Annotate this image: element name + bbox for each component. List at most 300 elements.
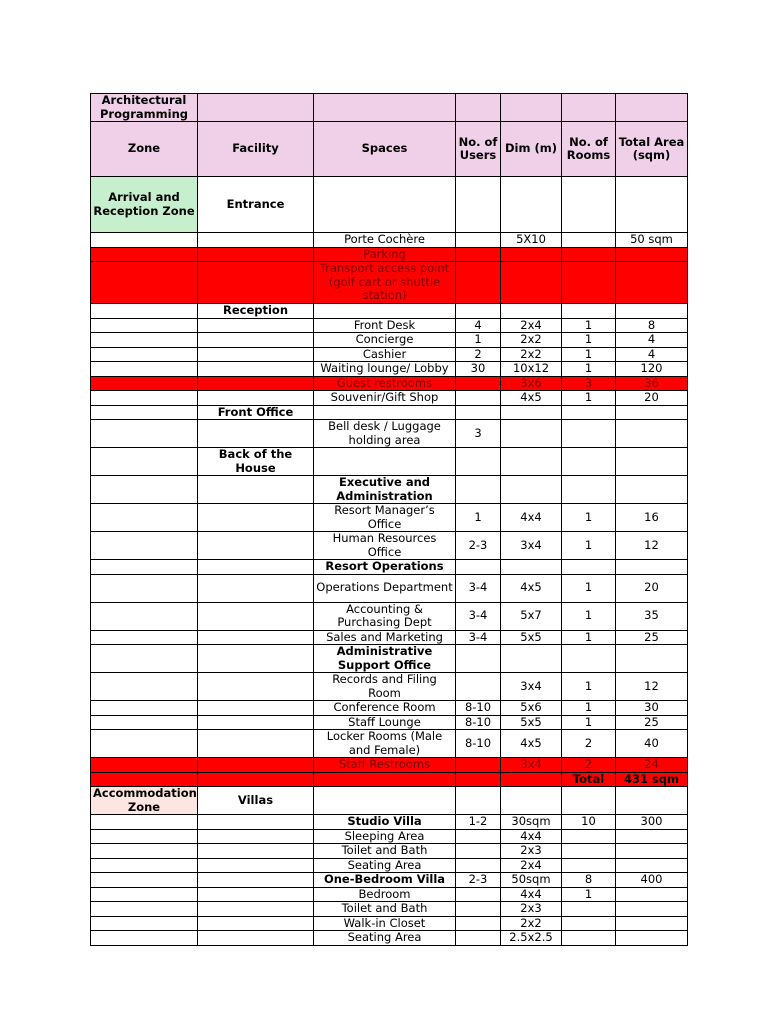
zone-cell: [91, 362, 198, 377]
space-cell: Bell desk / Luggage holding area: [314, 420, 456, 448]
header-row: [91, 122, 688, 177]
rooms-cell: [562, 858, 616, 873]
col-header-rooms: No. of Rooms: [562, 122, 616, 177]
facility-cell: [198, 730, 314, 758]
col-header-dim: Dim (m): [501, 122, 562, 177]
zone-cell: [91, 391, 198, 406]
table-row: [91, 177, 688, 233]
zone-cell: [91, 574, 198, 602]
users-cell: [456, 304, 501, 319]
dim-cell: [501, 262, 562, 304]
table-row: [91, 391, 688, 406]
dim-cell: 4x4: [501, 829, 562, 844]
space-cell: Accounting & Purchasing Dept: [314, 602, 456, 630]
space-cell: [314, 448, 456, 476]
zone-cell: [91, 829, 198, 844]
users-cell: [456, 560, 501, 575]
rooms-cell: 1: [562, 602, 616, 630]
dim-cell: 3x6: [501, 376, 562, 391]
area-cell: 8: [616, 318, 688, 333]
rooms-cell: 1: [562, 887, 616, 902]
facility-cell: [198, 844, 314, 859]
facility-cell: Villas: [198, 787, 314, 815]
table-row: [91, 602, 688, 630]
zone-cell: [91, 887, 198, 902]
rooms-cell: [562, 931, 616, 946]
zone-cell: [91, 532, 198, 560]
table-row: [91, 233, 688, 248]
rooms-cell: 1: [562, 701, 616, 716]
col-header-area: Total Area (sqm): [616, 122, 688, 177]
dim-cell: 2.5x2.5: [501, 931, 562, 946]
space-cell: Toilet and Bath: [314, 844, 456, 859]
table-row: [91, 476, 688, 504]
space-cell: Cashier: [314, 347, 456, 362]
table-body: [91, 94, 688, 946]
rooms-cell: 10: [562, 815, 616, 830]
space-cell: Resort Manager’s Office: [314, 504, 456, 532]
rooms-cell: 1: [562, 504, 616, 532]
space-cell: Souvenir/Gift Shop: [314, 391, 456, 406]
table-row: [91, 902, 688, 917]
space-cell: [314, 772, 456, 787]
dim-cell: 4x4: [501, 504, 562, 532]
dim-cell: 2x3: [501, 844, 562, 859]
users-cell: [456, 247, 501, 262]
rooms-cell: [562, 916, 616, 931]
rooms-cell: 1: [562, 574, 616, 602]
rooms-cell: [562, 304, 616, 319]
zone-cell: [91, 730, 198, 758]
table-row: [91, 815, 688, 830]
table-row: [91, 318, 688, 333]
zone-cell: [91, 916, 198, 931]
dim-cell: [501, 787, 562, 815]
col-header-zone: Zone: [91, 122, 198, 177]
rooms-cell: [562, 177, 616, 233]
area-cell: [616, 448, 688, 476]
table-row: [91, 405, 688, 420]
users-cell: 3: [456, 420, 501, 448]
users-cell: 4: [456, 318, 501, 333]
rooms-cell: [562, 787, 616, 815]
facility-cell: [198, 815, 314, 830]
space-cell: Operations Department: [314, 574, 456, 602]
zone-cell: [91, 715, 198, 730]
dim-cell: 3x4: [501, 673, 562, 701]
users-cell: [456, 772, 501, 787]
table-row: [91, 873, 688, 888]
table-row: [91, 448, 688, 476]
facility-cell: [198, 362, 314, 377]
rooms-cell: 3: [562, 376, 616, 391]
space-cell: Staff Restrooms: [314, 758, 456, 773]
users-cell: 3-4: [456, 602, 501, 630]
users-cell: [456, 376, 501, 391]
facility-cell: [198, 247, 314, 262]
facility-cell: [198, 347, 314, 362]
rooms-cell: 2: [562, 758, 616, 773]
zone-cell: [91, 844, 198, 859]
table-row: [91, 247, 688, 262]
users-cell: [456, 902, 501, 917]
table-row: [91, 504, 688, 532]
rooms-cell: [562, 247, 616, 262]
users-cell: [456, 262, 501, 304]
users-cell: [456, 787, 501, 815]
zone-cell: [91, 476, 198, 504]
dim-cell: [501, 560, 562, 575]
users-cell: [456, 931, 501, 946]
area-cell: [616, 247, 688, 262]
facility-cell: [198, 602, 314, 630]
zone-cell: [91, 645, 198, 673]
area-cell: 24: [616, 758, 688, 773]
facility-cell: [198, 772, 314, 787]
facility-cell: [198, 233, 314, 248]
table-row: [91, 304, 688, 319]
space-cell: Transport access point (golf cart or shuttle station): [314, 262, 456, 304]
rooms-cell: [562, 476, 616, 504]
dim-cell: 2x2: [501, 333, 562, 348]
rooms-cell: 1: [562, 362, 616, 377]
zone-cell: [91, 233, 198, 248]
area-cell: 25: [616, 630, 688, 645]
area-cell: [616, 844, 688, 859]
zone-cell: [91, 560, 198, 575]
rooms-cell: [562, 844, 616, 859]
rooms-cell: 1: [562, 391, 616, 406]
zone-cell: [91, 815, 198, 830]
area-cell: [616, 476, 688, 504]
col-header-users: No. of Users: [456, 122, 501, 177]
users-cell: 1-2: [456, 815, 501, 830]
space-cell: Seating Area: [314, 931, 456, 946]
space-cell: [314, 304, 456, 319]
rooms-cell: [562, 233, 616, 248]
table-row: [91, 829, 688, 844]
table-row: [91, 262, 688, 304]
area-cell: [616, 420, 688, 448]
users-cell: [456, 887, 501, 902]
area-cell: 30: [616, 701, 688, 716]
area-cell: 20: [616, 391, 688, 406]
space-cell: [314, 787, 456, 815]
facility-cell: [198, 701, 314, 716]
space-cell: Parking: [314, 247, 456, 262]
area-cell: [616, 262, 688, 304]
space-cell: Locker Rooms (Male and Female): [314, 730, 456, 758]
space-cell: Walk-in Closet: [314, 916, 456, 931]
space-cell: Toilet and Bath: [314, 902, 456, 917]
zone-cell: Arrival and Reception Zone: [91, 177, 198, 233]
table-title: Architectural Programming: [91, 94, 198, 122]
space-cell: Sales and Marketing: [314, 630, 456, 645]
rooms-cell: 1: [562, 333, 616, 348]
dim-cell: 4x4: [501, 887, 562, 902]
space-cell: Records and Filing Room: [314, 673, 456, 701]
space-cell: Executive and Administration: [314, 476, 456, 504]
users-cell: [456, 476, 501, 504]
dim-cell: 5x6: [501, 701, 562, 716]
rooms-cell: [562, 645, 616, 673]
dim-cell: 2x4: [501, 858, 562, 873]
users-cell: [456, 645, 501, 673]
dim-cell: 5x5: [501, 715, 562, 730]
area-cell: 36: [616, 376, 688, 391]
area-cell: [616, 931, 688, 946]
users-cell: 2-3: [456, 532, 501, 560]
space-cell: Conference Room: [314, 701, 456, 716]
users-cell: [456, 844, 501, 859]
users-cell: [456, 177, 501, 233]
rooms-cell: [562, 405, 616, 420]
users-cell: 2: [456, 347, 501, 362]
area-cell: 300: [616, 815, 688, 830]
users-cell: 3-4: [456, 574, 501, 602]
facility-cell: [198, 391, 314, 406]
area-cell: 25: [616, 715, 688, 730]
area-cell: 12: [616, 532, 688, 560]
facility-cell: [198, 645, 314, 673]
table-row: [91, 758, 688, 773]
table-row: [91, 362, 688, 377]
area-cell: 4: [616, 347, 688, 362]
zone-cell: [91, 420, 198, 448]
rooms-cell: 1: [562, 318, 616, 333]
rooms-cell: 1: [562, 347, 616, 362]
area-cell: [616, 177, 688, 233]
table-row: [91, 673, 688, 701]
dim-cell: [501, 247, 562, 262]
facility-cell: [198, 873, 314, 888]
facility-cell: [198, 858, 314, 873]
facility-cell: [198, 902, 314, 917]
facility-cell: Front Office: [198, 405, 314, 420]
dim-cell: [501, 645, 562, 673]
area-cell: 12: [616, 673, 688, 701]
dim-cell: 10x12: [501, 362, 562, 377]
space-cell: Waiting lounge/ Lobby: [314, 362, 456, 377]
users-cell: [456, 829, 501, 844]
area-cell: [616, 560, 688, 575]
space-cell: Sleeping Area: [314, 829, 456, 844]
dim-cell: [501, 177, 562, 233]
dim-cell: 4x5: [501, 730, 562, 758]
space-cell: Concierge: [314, 333, 456, 348]
facility-cell: [198, 376, 314, 391]
dim-cell: [501, 476, 562, 504]
space-cell: Resort Operations: [314, 560, 456, 575]
area-cell: 431 sqm: [616, 772, 688, 787]
zone-cell: [91, 902, 198, 917]
facility-cell: Reception: [198, 304, 314, 319]
users-cell: [456, 391, 501, 406]
users-cell: [456, 405, 501, 420]
zone-cell: [91, 262, 198, 304]
dim-cell: 50sqm: [501, 873, 562, 888]
users-cell: 3-4: [456, 630, 501, 645]
table-row: [91, 347, 688, 362]
rooms-cell: [562, 902, 616, 917]
users-cell: 8-10: [456, 701, 501, 716]
dim-cell: 2x3: [501, 902, 562, 917]
facility-cell: [198, 758, 314, 773]
space-cell: Human Resources Office: [314, 532, 456, 560]
facility-cell: [198, 504, 314, 532]
rooms-cell: 8: [562, 873, 616, 888]
space-cell: Studio Villa: [314, 815, 456, 830]
dim-cell: [501, 405, 562, 420]
area-cell: [616, 405, 688, 420]
rooms-cell: 1: [562, 715, 616, 730]
table-row: [91, 420, 688, 448]
area-cell: 4: [616, 333, 688, 348]
table-row: [91, 887, 688, 902]
title-row: [91, 94, 688, 122]
facility-cell: [198, 931, 314, 946]
dim-cell: 5x5: [501, 630, 562, 645]
users-cell: [456, 916, 501, 931]
users-cell: 2-3: [456, 873, 501, 888]
facility-cell: Entrance: [198, 177, 314, 233]
zone-cell: [91, 602, 198, 630]
col-header-facility: Facility: [198, 122, 314, 177]
dim-cell: 30sqm: [501, 815, 562, 830]
facility-cell: [198, 333, 314, 348]
area-cell: [616, 829, 688, 844]
facility-cell: [198, 673, 314, 701]
table-row: [91, 715, 688, 730]
dim-cell: 3x4: [501, 532, 562, 560]
facility-cell: [198, 476, 314, 504]
space-cell: [314, 405, 456, 420]
zone-cell: [91, 318, 198, 333]
zone-cell: [91, 772, 198, 787]
table-row: [91, 376, 688, 391]
rooms-cell: Total: [562, 772, 616, 787]
zone-cell: [91, 504, 198, 532]
area-cell: [616, 916, 688, 931]
dim-cell: 2x4: [501, 318, 562, 333]
dim-cell: [501, 420, 562, 448]
area-cell: [616, 787, 688, 815]
zone-cell: [91, 347, 198, 362]
rooms-cell: 1: [562, 630, 616, 645]
dim-cell: 4x5: [501, 574, 562, 602]
space-cell: Seating Area: [314, 858, 456, 873]
area-cell: [616, 858, 688, 873]
facility-cell: [198, 560, 314, 575]
table-row: [91, 645, 688, 673]
table-row: [91, 772, 688, 787]
table-row: [91, 701, 688, 716]
table-row: [91, 858, 688, 873]
table-row: [91, 916, 688, 931]
zone-cell: [91, 247, 198, 262]
users-cell: 8-10: [456, 715, 501, 730]
users-cell: [456, 758, 501, 773]
rooms-cell: 1: [562, 673, 616, 701]
users-cell: [456, 233, 501, 248]
table-row: [91, 730, 688, 758]
users-cell: 1: [456, 333, 501, 348]
users-cell: 30: [456, 362, 501, 377]
zone-cell: [91, 630, 198, 645]
area-cell: 20: [616, 574, 688, 602]
table-row: [91, 787, 688, 815]
facility-cell: [198, 916, 314, 931]
zone-cell: [91, 405, 198, 420]
zone-cell: [91, 858, 198, 873]
space-cell: Staff Lounge: [314, 715, 456, 730]
area-cell: 50 sqm: [616, 233, 688, 248]
dim-cell: 5x7: [501, 602, 562, 630]
table-row: [91, 844, 688, 859]
table-row: [91, 630, 688, 645]
space-cell: [314, 177, 456, 233]
area-cell: [616, 887, 688, 902]
rooms-cell: [562, 829, 616, 844]
zone-cell: [91, 873, 198, 888]
users-cell: 1: [456, 504, 501, 532]
facility-cell: [198, 420, 314, 448]
dim-cell: [501, 772, 562, 787]
space-cell: Guest restrooms: [314, 376, 456, 391]
area-cell: 16: [616, 504, 688, 532]
users-cell: [456, 673, 501, 701]
table-row: [91, 574, 688, 602]
rooms-cell: 1: [562, 532, 616, 560]
dim-cell: 3x4: [501, 758, 562, 773]
col-header-spaces: Spaces: [314, 122, 456, 177]
zone-cell: [91, 333, 198, 348]
dim-cell: 2x2: [501, 916, 562, 931]
space-cell: Administrative Support Office: [314, 645, 456, 673]
facility-cell: [198, 829, 314, 844]
dim-cell: [501, 304, 562, 319]
space-cell: One-Bedroom Villa: [314, 873, 456, 888]
area-cell: [616, 645, 688, 673]
space-cell: Front Desk: [314, 318, 456, 333]
table-row: [91, 931, 688, 946]
space-cell: Porte Cochère: [314, 233, 456, 248]
dim-cell: 4x5: [501, 391, 562, 406]
facility-cell: [198, 532, 314, 560]
rooms-cell: [562, 448, 616, 476]
zone-cell: [91, 701, 198, 716]
rooms-cell: [562, 560, 616, 575]
zone-cell: [91, 673, 198, 701]
zone-cell: [91, 448, 198, 476]
facility-cell: Back of the House: [198, 448, 314, 476]
facility-cell: [198, 630, 314, 645]
zone-cell: [91, 758, 198, 773]
facility-cell: [198, 887, 314, 902]
zone-cell: [91, 304, 198, 319]
area-cell: 120: [616, 362, 688, 377]
table-row: [91, 333, 688, 348]
users-cell: [456, 858, 501, 873]
dim-cell: 2x2: [501, 347, 562, 362]
users-cell: 8-10: [456, 730, 501, 758]
rooms-cell: [562, 262, 616, 304]
dim-cell: 5X10: [501, 233, 562, 248]
facility-cell: [198, 262, 314, 304]
facility-cell: [198, 715, 314, 730]
zone-cell: [91, 376, 198, 391]
zone-cell: [91, 931, 198, 946]
